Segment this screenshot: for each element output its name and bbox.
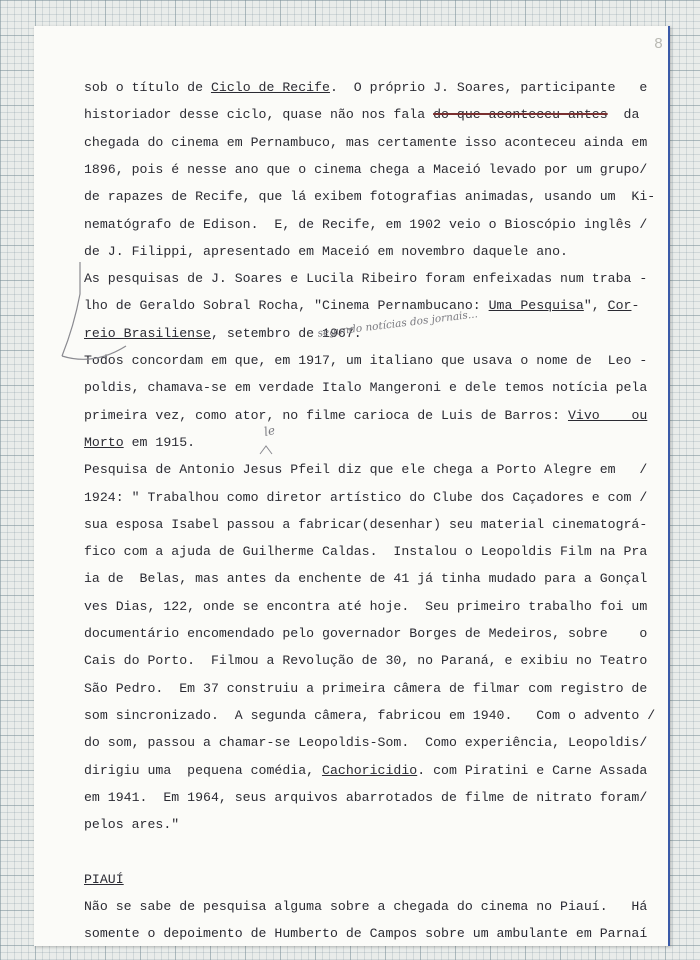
text-segment: primeira vez, como ator, no filme carioca de Luis de Barros:: [84, 407, 568, 423]
typed-page: [34, 26, 670, 946]
text-segment: lho de Geraldo Sobral Rocha, "Cinema Pernambucano:: [84, 298, 489, 314]
text-segment: documentário encomendado pelo governador Borges de Medeiros, sobre o: [84, 626, 648, 641]
text-line: [84, 569, 648, 589]
text-line: [84, 651, 648, 671]
text-segment: Pesquisa de Antonio Jesus Pfeil diz que ele chega a Porto Alegre em /: [84, 462, 648, 478]
text-segment: Cor: [607, 298, 632, 314]
text-line: [84, 78, 648, 98]
text-line: [84, 788, 648, 808]
text-line: [84, 706, 656, 726]
text-line: [84, 215, 648, 235]
text-line: [84, 187, 656, 207]
text-segment: sua esposa Isabel passou a fabricar(desenhar) seu material cinematográ-: [84, 516, 648, 532]
text-segment: PIAUÍ: [84, 871, 124, 887]
text-line: [84, 515, 648, 535]
text-line: [84, 105, 640, 125]
text-segment: da: [607, 107, 640, 123]
text-line: [84, 406, 648, 426]
text-line: [84, 351, 648, 371]
text-line: [84, 870, 640, 890]
margin-bracket-mark: [62, 262, 80, 356]
text-segment: São Pedro. Em 37 construiu a primeira câmera de filmar com registro de: [84, 680, 648, 696]
text-segment: pelos ares.": [84, 817, 180, 833]
text-segment: em 1915.: [123, 434, 196, 450]
text-segment: ",: [583, 298, 608, 314]
text-line: [84, 624, 648, 644]
text-segment: Morto: [84, 434, 124, 450]
text-segment: . com Piratini e Carne Assada: [417, 762, 648, 778]
text-line: [84, 815, 640, 835]
text-segment: Uma Pesquisa: [488, 298, 584, 314]
text-line: [84, 733, 648, 753]
text-line: [84, 597, 648, 617]
text-line: [84, 488, 648, 508]
text-line: [84, 242, 640, 262]
text-segment: 1924: " Trabalhou como diretor artístico do Clube dos Caçadores e com /: [84, 489, 648, 505]
text-line: [84, 433, 640, 453]
text-segment: de J. Filippi, apresentado em Maceió em novembro daquele ano.: [84, 243, 568, 259]
text-segment: reio Brasiliense: [84, 325, 211, 341]
interline-handwritten-note: segundo notícias dos jornais...: [316, 308, 479, 340]
text-line: [84, 842, 640, 862]
text-segment: de rapazes de Recife, que lá exibem fotografias animadas, usando um Ki-: [84, 189, 656, 205]
text-segment: sob o título de: [84, 80, 211, 95]
text-line: [84, 269, 648, 289]
text-line: [84, 679, 648, 699]
text-segment: dirigiu uma pequena comédia,: [84, 762, 323, 778]
text-line: [84, 897, 648, 917]
text-line: [84, 924, 648, 944]
text-segment: poldis, chamava-se em verdade Italo Mangeroni e dele temos notícia pela: [84, 380, 648, 396]
text-segment: Vivo ou: [567, 407, 648, 423]
text-segment: do som, passou a chamar-se Leopoldis-Som. Como experiência, Leopoldis/: [84, 735, 648, 751]
text-line: [84, 542, 648, 562]
text-line: [84, 296, 640, 316]
text-segment: Cais do Porto. Filmou a Revolução de 30, no Paraná, e exibiu no Teatro: [84, 653, 648, 669]
text-segment: do que aconteceu antes: [433, 107, 608, 123]
page-number: 8: [654, 36, 664, 53]
text-segment: Ciclo de Recife: [210, 80, 330, 95]
text-segment: nematógrafo de Edison. E, de Recife, em 1902 veio o Bioscópio inglês /: [84, 216, 648, 232]
text-segment: somente o depoimento de Humberto de Campos sobre um ambulante em Parnaí: [84, 926, 648, 942]
insertion-handwritten-note: le: [262, 423, 277, 439]
text-line: [84, 761, 648, 781]
text-segment: ia de Belas, mas antes da enchente de 41 já tinha mudado para a Gonçal: [84, 571, 648, 587]
text-segment: som sincronizado. A segunda câmera, fabricou em 1940. Com o advento /: [84, 707, 656, 723]
text-line: [84, 460, 648, 480]
text-segment: , setembro de 1967.: [210, 325, 362, 341]
text-segment: . O próprio J. Soares, participante e: [329, 80, 648, 95]
text-segment: ves Dias, 122, onde se encontra até hoje. Seu primeiro trabalho foi um: [84, 598, 648, 614]
text-segment: fico com a ajuda de Guilherme Caldas. Instalou o Leopoldis Film na Pra: [84, 544, 648, 560]
text-segment: em 1941. Em 1964, seus arquivos abarrotados de filme de nitrato foram/: [84, 789, 648, 805]
text-segment: Todos concordam em que, em 1917, um italiano que usava o nome de Leo -: [84, 353, 648, 368]
text-segment: As pesquisas de J. Soares e Lucila Ribeiro foram enfeixadas num traba -: [84, 271, 648, 287]
text-segment: chegada do cinema em Pernambuco, mas certamente isso aconteceu ainda em: [84, 134, 648, 150]
text-segment: historiador desse ciclo, quase não nos fala: [84, 107, 434, 123]
text-segment: -: [631, 298, 640, 314]
text-line: [84, 133, 648, 153]
text-segment: Não se sabe de pesquisa alguma sobre a chegada do cinema no Piauí. Há: [84, 899, 648, 914]
text-segment: Cachoricidio: [322, 762, 418, 778]
text-line: [84, 160, 648, 180]
text-line: [84, 378, 648, 398]
text-segment: 1896, pois é nesse ano que o cinema chega a Maceió levado por um grupo/: [84, 161, 648, 177]
